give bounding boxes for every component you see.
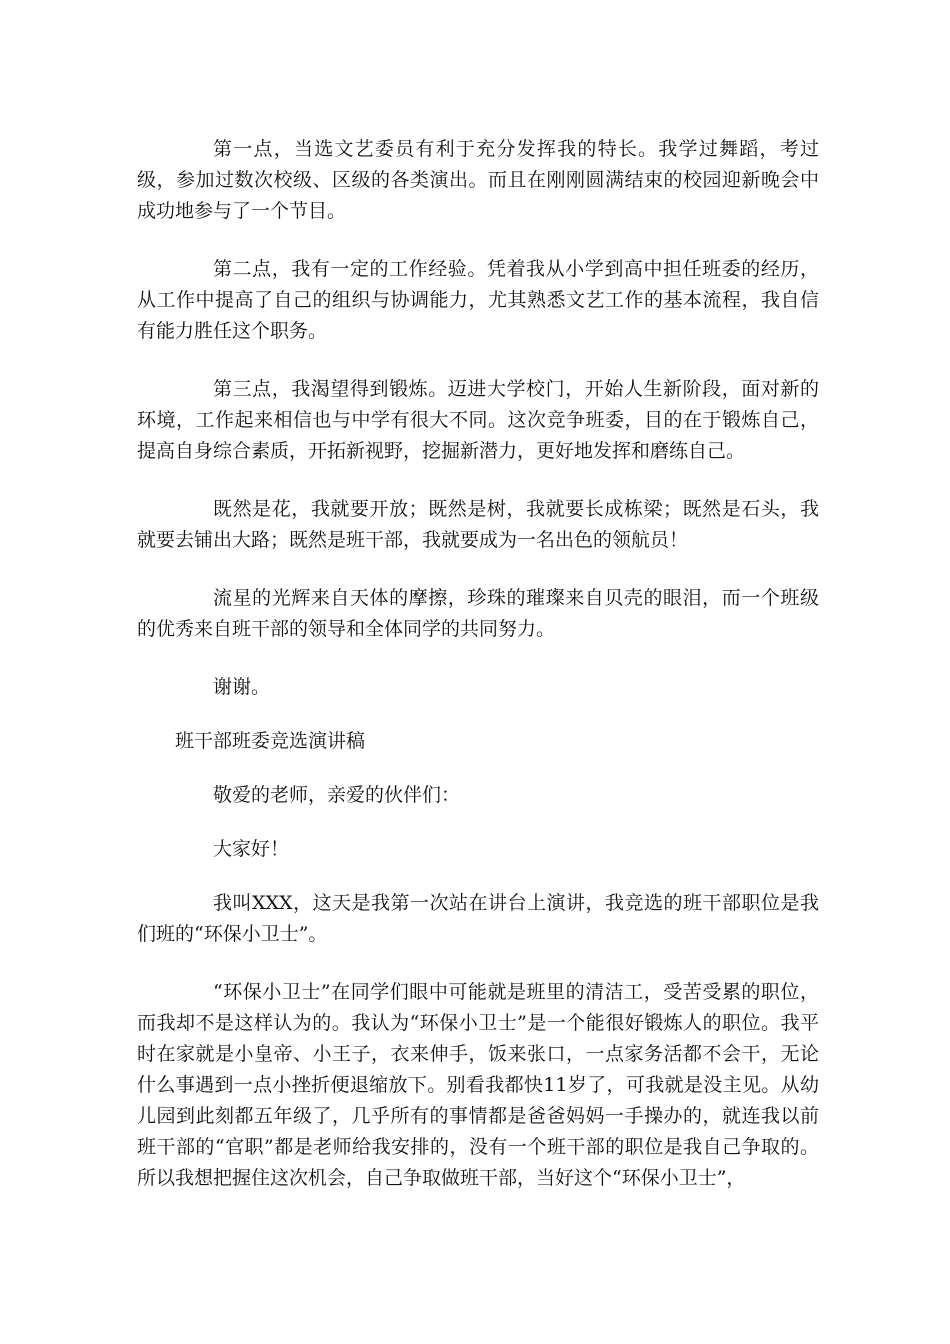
paragraph-point-one: 第一点，当选文艺委员有利于充分发挥我的特长。我学过舞蹈，考过级，参加过数次校级、区级的各类演出。而且在刚刚圆满结束的校园迎新晚会中成功地参与了一个节目。 [137, 138, 819, 222]
paragraph-thanks: 谢谢。 [213, 676, 271, 698]
paragraph-point-three: 第三点，我渴望得到锻炼。迈进大学校门，开始人生新阶段，面对新的环境，工作起来相信也与中学有很大不同。这次竞争班委，目的在于锻炼自己，提高自身综合素质，开拓新视野，挖掘新潜力，更好地发挥和磨练自己。 [137, 378, 819, 462]
document-page [137, 134, 819, 1221]
paragraph-intro: 我叫XXX，这天是我第一次站在讲台上演讲，我竞选的班干部职位是我们班的“环保小卫士”。 [137, 892, 819, 945]
paragraph-eco-guard: “环保小卫士”在同学们眼中可能就是班里的清洁工，受苦受累的职位，而我却不是这样认为的。我认为“环保小卫士”是一个能很好锻炼人的职位。我平时在家就是小皇帝、小王子，衣来伸手，饭来张口，一点家务活都不会干，无论什么事遇到一点小挫折便退缩放下。别看我都快11岁了，可我就是没主见。从幼儿园到此刻都五年级了，几乎所有的事情都是爸爸妈妈一手操办的，就连我以前班干部的“官职”都是老师给我安排的，没有一个班干部的职位是我自己争取的。所以我想把握住这次机会，自己争取做班干部，当好这个“环保小卫士”， [137, 981, 819, 1189]
paragraph-point-two: 第二点，我有一定的工作经验。凭着我从小学到高中担任班委的经历，从工作中提高了自己的组织与协调能力，尤其熟悉文艺工作的基本流程，我自信有能力胜任这个职务。 [137, 258, 819, 342]
paragraph-metaphor: 既然是花，我就要开放；既然是树，我就要长成栋梁；既然是石头，我就要去铺出大路；既然是班干部，我就要成为一名出色的领航员！ [137, 498, 819, 551]
section-heading: 班干部班委竞选演讲稿 [175, 730, 366, 752]
paragraph-hello: 大家好！ [213, 838, 290, 860]
paragraph-meteor: 流星的光辉来自天体的摩擦，珍珠的璀璨来自贝壳的眼泪，而一个班级的优秀来自班干部的领导和全体同学的共同努力。 [137, 587, 819, 640]
paragraph-greeting: 敬爱的老师，亲爱的伙伴们： [213, 784, 461, 806]
